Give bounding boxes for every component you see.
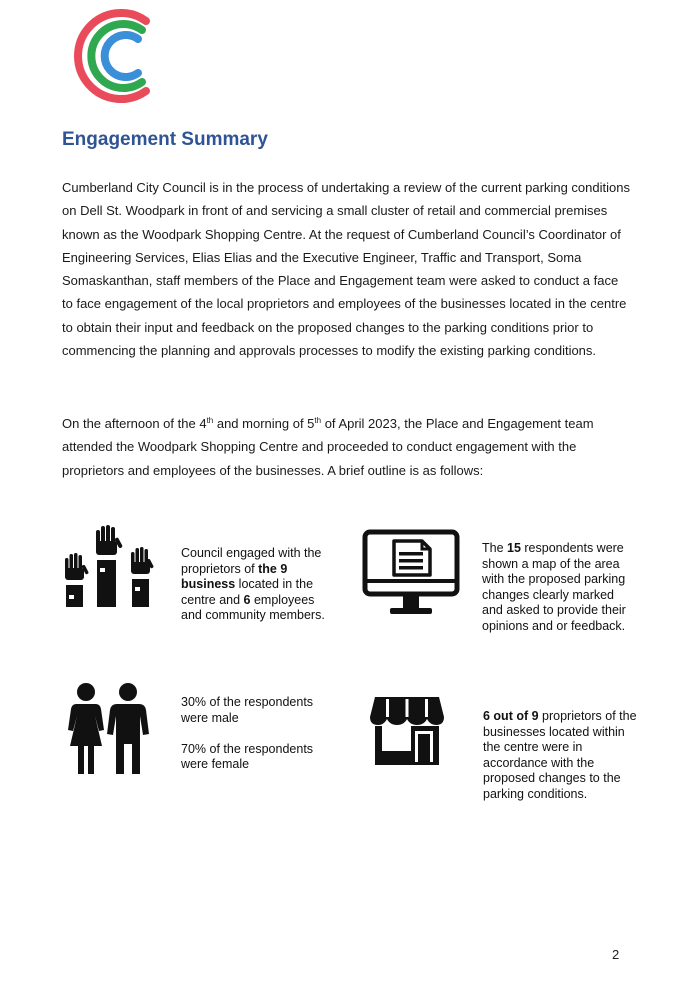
respondents-text: The 15 respondents were shown a map of the area with the proposed parking changes clearly marked and asked to provide their opinions and or feedback. — [482, 541, 626, 633]
engaged-text: Council engaged with the proprietors of the 9 business located in the centre and 6 employees and community members. — [181, 546, 325, 623]
computer-document-icon — [362, 529, 460, 617]
intro-paragraph: Cumberland City Council is in the process of undertaking a review of the current parking conditions on Dell St. Woodpark in front of and servicing a small cluster of retail and commercial premises known as the Woodpark Shopping Centre. At the request of Cumberland Council’s Coordinator of Engineering Services, Elias Elias and the Executive Engineer, Traffic and Transport, Soma Somaskanthan, staff members of the Place and Engagement team were asked to conduct a face to face engagement of the local proprietors and employees of the businesses located in the centre to obtain their input and feedback on the proposed changes to the parking conditions prior to commencing the planning and approvals processes to modify the existing parking conditions. — [62, 180, 630, 359]
storefront-icon — [369, 695, 445, 767]
male-stat: 30% of the respondents were male — [181, 695, 314, 725]
cumberland-logo — [66, 6, 158, 106]
page-number: 2 — [612, 947, 620, 962]
support-text: 6 out of 9 proprietors of the businesses located within the centre were in accordance with the proposed changes to the parking conditions. — [483, 709, 637, 801]
raised-hands-icon — [62, 524, 154, 608]
female-stat: 70% of the respondents were female — [181, 741, 314, 772]
visit-paragraph: On the afternoon of the 4th and morning of 5th of April 2023, the Place and Engagement team attended the Woodpark Shopping Centre and proceeded to conduct engagement with the proprietors and employees of the businesses. A brief outline is as follows: — [62, 416, 594, 478]
page-title: Engagement Summary — [62, 129, 268, 150]
man-woman-icon — [62, 682, 152, 776]
gender-text — [181, 695, 331, 773]
